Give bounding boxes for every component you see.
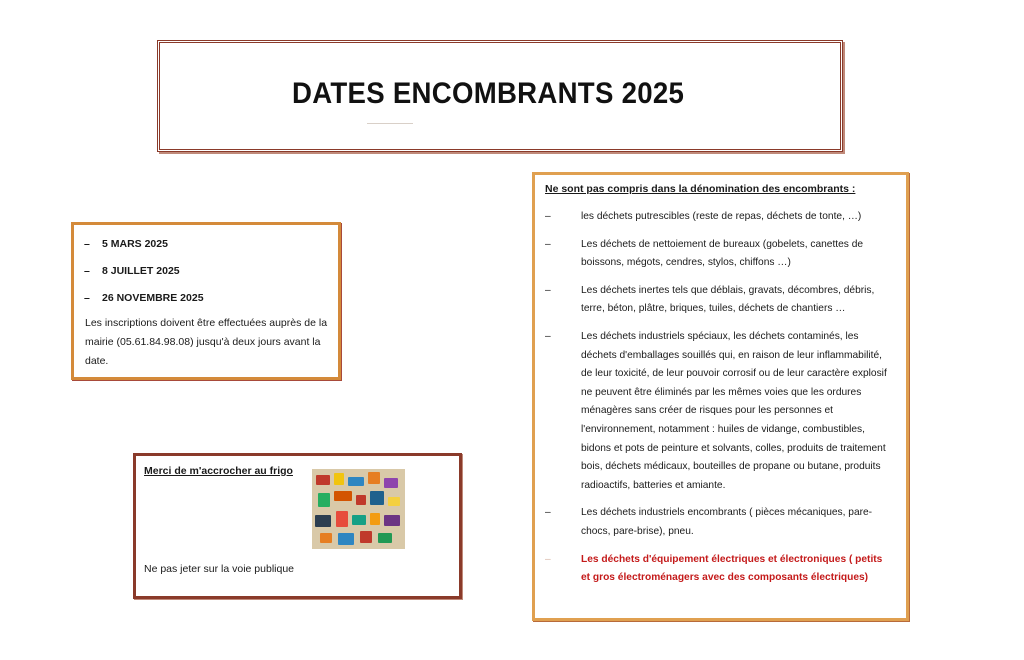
exclusion-text: Les déchets inertes tels que déblais, gravats, décombres, débris, terre, béton, plâtre, briques, tuiles, déchets de chantiers … xyxy=(581,284,875,315)
exclusion-text: Les déchets industriels spéciaux, les déchets contaminés, les déchets d'emballages souillés qui, en raison de leur inflammabilité, de leur toxicité, de leur pouvoir corrosif ou de leur caractère explosif ne peuvent être éliminés par les mêmes voies que les ordures ménagères sans créer de risques pour les personnes et l'environnement, notamment : huiles de vidange, combustibles, bidons et pots de peinture et solvants, colles, produits de traitement bois, déchets médicaux, bouteilles de propane ou butane, produits radioactifs, batteries et amiante. xyxy=(581,330,887,491)
exclusion-text: Les déchets de nettoiement de bureaux (gobelets, canettes de boissons, mégots, cendres, stylos, chiffons …) xyxy=(581,238,864,269)
date-label: 26 NOVEMBRE 2025 xyxy=(102,292,204,304)
list-item-highlight xyxy=(545,551,894,588)
dash-bullet-icon: – xyxy=(545,553,551,565)
page-title: DATES ENCOMBRANTS 2025 xyxy=(291,77,685,110)
fridge-title: Merci de m'accrocher au frigo xyxy=(144,465,293,477)
date-item xyxy=(84,264,328,278)
no-public-road-note: Ne pas jeter sur la voie publique xyxy=(144,563,295,575)
list-item xyxy=(545,328,894,495)
title-banner xyxy=(157,40,843,152)
registration-note: Les inscriptions doivent être effectuées auprès de la mairie (05.61.84.98.08) jusqu'à deux jours avant la date. xyxy=(85,317,328,367)
exclusions-box xyxy=(532,172,909,621)
date-item xyxy=(84,237,328,251)
exclusion-text: Les déchets industriels encombrants ( pièces mécaniques, pare-chocs, pare-brise), pneu. xyxy=(581,507,873,537)
title-underline-decoration xyxy=(367,123,413,124)
dash-bullet-icon: – xyxy=(545,211,551,222)
dash-bullet-icon: – xyxy=(545,284,551,296)
dash-bullet-icon: – xyxy=(545,238,551,250)
list-item xyxy=(545,208,894,227)
exclusions-title: Ne sont pas compris dans la dénomination des encombrants : xyxy=(545,183,856,195)
fridge-magnets-photo xyxy=(312,469,405,549)
dash-bullet-icon: – xyxy=(84,238,90,250)
dash-bullet-icon: – xyxy=(84,292,90,304)
fridge-box xyxy=(133,453,462,599)
dash-bullet-icon: – xyxy=(84,265,90,277)
dates-box xyxy=(71,222,341,380)
date-item xyxy=(84,291,328,305)
list-item xyxy=(545,282,894,319)
dash-bullet-icon: – xyxy=(545,507,551,519)
exclusion-text-highlight: Les déchets d'équipement électriques et électroniques ( petits et gros électroménagers avec des composants électriques) xyxy=(581,553,883,584)
list-item xyxy=(545,236,894,273)
date-label: 5 MARS 2025 xyxy=(102,238,168,250)
dash-bullet-icon: – xyxy=(545,330,551,342)
list-item xyxy=(545,504,894,541)
date-label: 8 JUILLET 2025 xyxy=(102,265,180,277)
exclusion-text: les déchets putrescibles (reste de repas, déchets de tonte, …) xyxy=(581,211,862,222)
